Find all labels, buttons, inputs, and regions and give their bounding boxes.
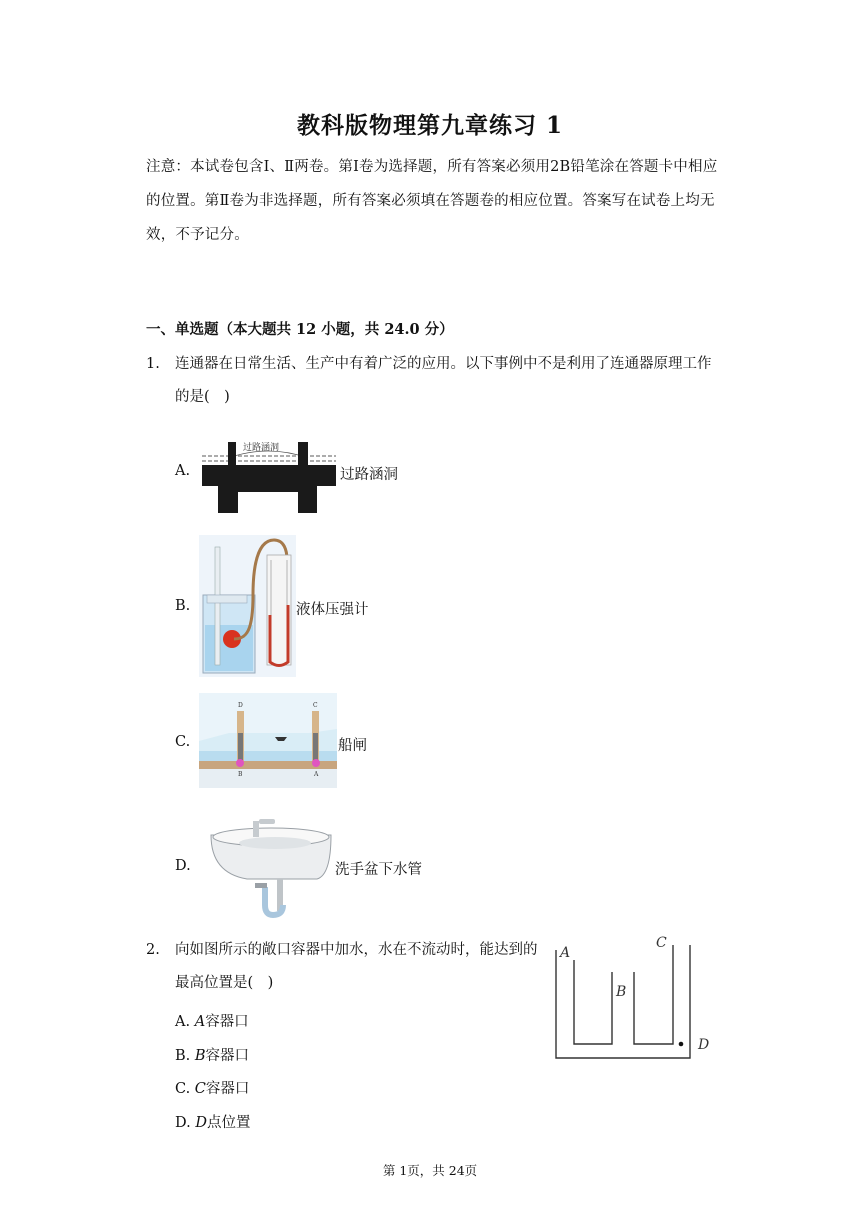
q2-option-c bbox=[175, 1077, 249, 1098]
q2-option-b-suffix: 容器口 bbox=[205, 1048, 250, 1064]
q1-option-d-caption: 洗手盆下水管 bbox=[335, 862, 422, 878]
q2-option-d-letter: D. bbox=[175, 1115, 191, 1131]
q1-option-b-letter: B. bbox=[175, 598, 191, 614]
container-label-a: A bbox=[560, 945, 571, 961]
pressure-gauge-figure bbox=[199, 535, 296, 677]
container-label-b: B bbox=[616, 984, 627, 1000]
section-heading: 一、单选题（本大题共 12 小题，共 24.0 分） bbox=[146, 321, 454, 338]
q1-option-b-caption: 液体压强计 bbox=[296, 602, 369, 618]
culvert-label: 过路涵洞 bbox=[243, 443, 280, 453]
q1-option-d-letter: D. bbox=[175, 858, 191, 874]
question-1-text: 连通器在日常生活、生产中有着广泛的应用。以下事例中不是利用了连通器原理工作的是( ) bbox=[175, 356, 712, 405]
exam-notice: 注意：本试卷包含Ⅰ、Ⅱ两卷。第Ⅰ卷为选择题，所有答案必须用2B铅笔涂在答题卡中相应的位置。第Ⅱ卷为非选择题，所有答案必须填在答题卷的相应位置。答案写在试卷上均无效，不予记分。 bbox=[146, 159, 718, 243]
sink-figure bbox=[207, 813, 335, 920]
page-title: 教科版物理第九章练习 1 bbox=[296, 112, 563, 139]
question-2-number: 2. bbox=[146, 942, 160, 958]
q2-option-a-var: A bbox=[194, 1014, 206, 1030]
lock-label-a: A bbox=[314, 771, 319, 778]
lock-label-d: D bbox=[238, 702, 243, 709]
q1-option-a-letter: A. bbox=[175, 463, 191, 479]
q2-option-d bbox=[175, 1111, 250, 1132]
ship-lock-figure bbox=[199, 693, 337, 788]
lock-label-b: B bbox=[238, 771, 243, 778]
q2-option-a-suffix: 容器口 bbox=[205, 1014, 249, 1030]
q2-option-b bbox=[175, 1044, 249, 1065]
q1-option-c-caption: 船闸 bbox=[338, 738, 367, 754]
q2-option-c-letter: C. bbox=[175, 1081, 191, 1097]
question-1-number: 1. bbox=[146, 356, 160, 372]
q2-option-b-letter: B. bbox=[175, 1048, 191, 1064]
q2-option-c-var: C bbox=[194, 1081, 206, 1097]
container-figure bbox=[548, 930, 728, 1065]
q2-option-a bbox=[175, 1010, 249, 1031]
container-label-c: C bbox=[656, 935, 667, 951]
question-2-text: 向如图所示的敞口容器中加水，水在不流动时，能达到的最高位置是( ) bbox=[175, 942, 538, 991]
q2-option-a-letter: A. bbox=[175, 1014, 191, 1030]
culvert-figure bbox=[198, 438, 338, 516]
page-footer: 第 1页，共 24页 bbox=[382, 1163, 478, 1178]
q2-option-c-suffix: 容器口 bbox=[205, 1081, 250, 1097]
lock-label-c: C bbox=[313, 702, 318, 709]
q2-option-d-var: D bbox=[195, 1115, 207, 1131]
q2-option-d-suffix: 点位置 bbox=[206, 1115, 251, 1131]
q1-option-c-letter: C. bbox=[175, 734, 191, 750]
q1-option-a-caption: 过路涵洞 bbox=[340, 467, 398, 483]
q2-option-b-var: B bbox=[194, 1048, 206, 1064]
container-label-d: D bbox=[698, 1037, 710, 1053]
